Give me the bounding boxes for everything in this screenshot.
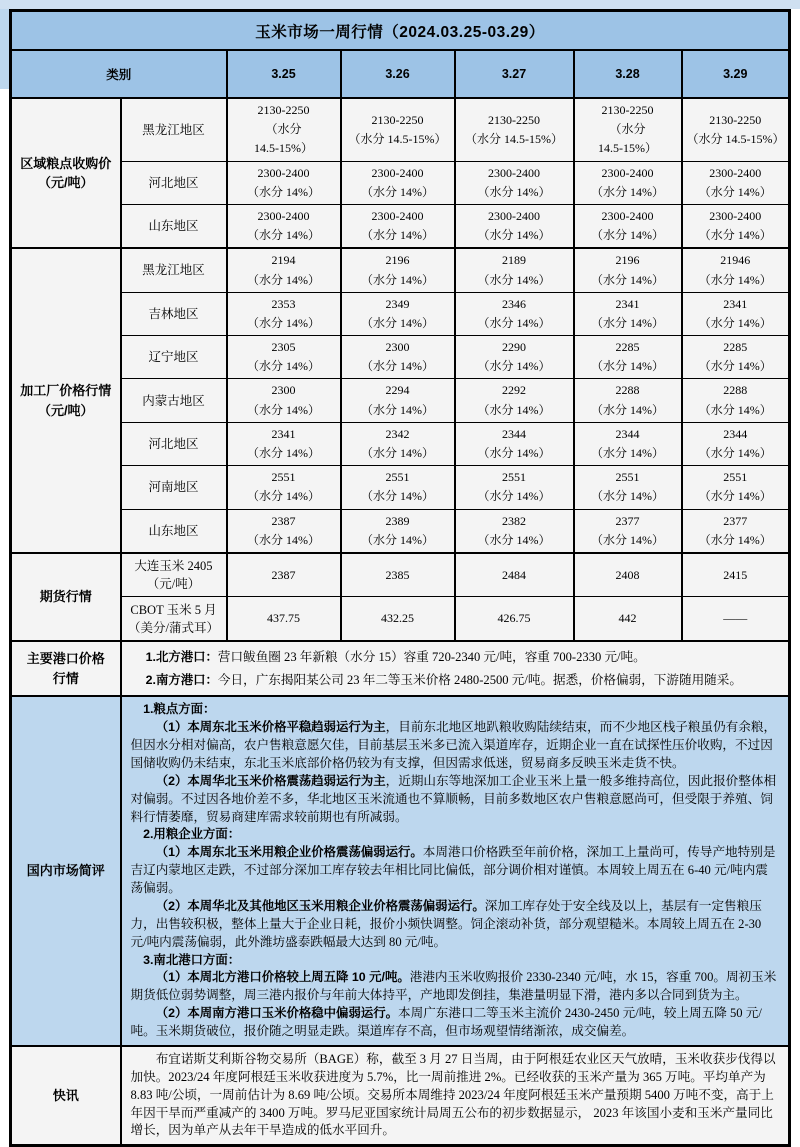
price-cell: 2288 （水分 14%） bbox=[574, 379, 682, 422]
header-date-4: 3.28 bbox=[574, 50, 682, 98]
price-cell: 2130-2250 （水分 14.5-15%） bbox=[341, 98, 455, 161]
commentary-paragraph-lead: 3.南北港口方面： bbox=[143, 952, 241, 967]
price-cell: 2353 （水分 14%） bbox=[227, 292, 341, 335]
table-row bbox=[11, 292, 790, 335]
ports-paragraph-lead: 2.南方港口： bbox=[145, 672, 218, 687]
price-cell: 2130-2250 （水分 14.5-15%） bbox=[227, 98, 341, 161]
price-cell: 2300-2400 （水分 14%） bbox=[455, 204, 574, 248]
ports-paragraph-lead: 1.北方港口： bbox=[145, 649, 218, 664]
row-label: 河南地区 bbox=[121, 466, 227, 509]
commentary-paragraph bbox=[131, 952, 780, 970]
ports-paragraph-text: 今日，广东揭阳某公司 23 年二等玉米价格 2480-2500 元/吨。据悉，价格偏弱，下游随用随采。 bbox=[217, 672, 742, 687]
price-cell: 2387 bbox=[227, 553, 341, 597]
price-cell: 2196 （水分 14%） bbox=[574, 248, 682, 292]
price-cell: 2300 （水分 14%） bbox=[341, 336, 455, 379]
price-cell: 2288 （水分 14%） bbox=[682, 379, 790, 422]
commentary-paragraph-lead: （2）本周南方港口玉米价格稳中偏弱运行。 bbox=[155, 1006, 399, 1021]
price-cell: 2344 （水分 14%） bbox=[455, 422, 574, 465]
table-title: 玉米市场一周行情（2024.03.25-03.29） bbox=[11, 11, 790, 51]
price-cell: 2305 （水分 14%） bbox=[227, 336, 341, 379]
price-cell: 2387 （水分 14%） bbox=[227, 509, 341, 553]
price-cell: 2300-2400 （水分 14%） bbox=[227, 161, 341, 204]
table-row bbox=[11, 98, 790, 161]
section-label: 期货行情 bbox=[11, 553, 121, 641]
commentary-paragraph bbox=[131, 1005, 780, 1041]
commentary-paragraph bbox=[131, 969, 780, 1005]
top-margin-strip bbox=[0, 0, 800, 9]
commentary-paragraph-lead: 1.粮点方面： bbox=[143, 702, 216, 717]
row-label: 山东地区 bbox=[121, 204, 227, 248]
price-cell: 2349 （水分 14%） bbox=[341, 292, 455, 335]
commentary-text-cell bbox=[121, 696, 790, 1046]
ports-paragraph bbox=[131, 669, 780, 692]
price-cell: 2346 （水分 14%） bbox=[455, 292, 574, 335]
commentary-paragraph bbox=[131, 898, 780, 952]
row-label: 大连玉米 2405 （元/吨） bbox=[121, 553, 227, 597]
section-label-ports: 主要港口价格 行情 bbox=[11, 641, 121, 696]
commentary-paragraph-text: 本周广东港口二等玉米主流价 2430-2450 元/吨，较上周五降 50 元/吨。玉米期货破位，报价随之明显走跌。渠道库存不高，但市场观望情绪渐浓，成交偏差。 bbox=[130, 1006, 762, 1039]
commentary-paragraph bbox=[131, 844, 780, 898]
price-cell: 2130-2250 （水分 14.5-15%） bbox=[455, 98, 574, 161]
price-cell: 2344 （水分 14%） bbox=[574, 422, 682, 465]
table-row bbox=[11, 466, 790, 509]
price-cell: 2300-2400 （水分 14%） bbox=[574, 204, 682, 248]
price-cell: 2300-2400 （水分 14%） bbox=[455, 161, 574, 204]
row-label: 山东地区 bbox=[121, 509, 227, 553]
price-cell: 432.25 bbox=[341, 597, 455, 641]
commentary-paragraph bbox=[131, 773, 780, 827]
row-label: 吉林地区 bbox=[121, 292, 227, 335]
price-cell: 2294 （水分 14%） bbox=[341, 379, 455, 422]
price-cell: 2344 （水分 14%） bbox=[682, 422, 790, 465]
news-paragraph: 布宜诺斯艾利斯谷物交易所（BAGE）称，截至 3 月 27 日当周，由于阿根廷农业区天气放晴，玉米收获步伐得以加快。2023/24 年度阿根廷玉米收获进度为 5.7%，比一周前推进 2%。已经收获的玉米产量为 365 万吨。平均单产为 8.83 吨/公顷，一周前估计为 8.69 吨/公顷。交易所本周维持 2023/24 年度阿根廷玉米产量预期 5400 万吨不变，高于上年因干旱而严重减产的 3400 万吨。罗马尼亚国家统计局周五公布的初步数据显示， 2023 年该国小麦和玉米产量同比增长，因为单产从去年干旱造成的低水平回升。 bbox=[130, 1051, 776, 1138]
price-cell: 442 bbox=[574, 597, 682, 641]
section-label-commentary: 国内市场简评 bbox=[11, 696, 121, 1046]
header-date-5: 3.29 bbox=[682, 50, 790, 98]
price-cell: 2377 （水分 14%） bbox=[574, 509, 682, 553]
price-cell: 2341 （水分 14%） bbox=[574, 292, 682, 335]
section-label: 区域粮点收购价 （元/吨） bbox=[11, 98, 121, 248]
commentary-paragraph-text: ，目前东北地区地趴粮收购陆续结束，而不少地区栈子粮虽仍有余粮，但因水分相对偏高，农户售粮意愿欠佳，目前基层玉米多已流入渠道库存，近期企业一直在试探性压价收购，不过因国储收购仍未结束，东北玉米底部价格仍较为有支撑，但因需求低迷，贸易商多反映玉米走货不快。 bbox=[130, 720, 777, 770]
price-cell: 2551 （水分 14%） bbox=[341, 466, 455, 509]
commentary-paragraph-text: 本周港口价格跌至年前价格，深加工上量尚可，传导产地特别是吉辽内蒙地区走跌，不过部分深加工库存较去年相比同比偏低，部分调价相对谨慎。本周较上周五在 6-40 元/吨内震荡偏弱。 bbox=[130, 845, 776, 896]
price-cell: 2389 （水分 14%） bbox=[341, 509, 455, 553]
row-label: 黑龙江地区 bbox=[121, 98, 227, 161]
section-label: 加工厂价格行情 （元/吨） bbox=[11, 248, 121, 553]
header-category: 类别 bbox=[11, 50, 227, 98]
ports-text-cell bbox=[121, 641, 790, 696]
table-row bbox=[11, 161, 790, 204]
table-row bbox=[11, 336, 790, 379]
commentary-paragraph bbox=[131, 719, 780, 773]
price-cell: 426.75 bbox=[455, 597, 574, 641]
price-cell: 21946 （水分 14%） bbox=[682, 248, 790, 292]
table-row bbox=[11, 509, 790, 553]
price-cell: 2300-2400 （水分 14%） bbox=[574, 161, 682, 204]
table-row bbox=[11, 204, 790, 248]
price-cell: 2292 （水分 14%） bbox=[455, 379, 574, 422]
price-cell: 2196 （水分 14%） bbox=[341, 248, 455, 292]
corn-weekly-price-table bbox=[9, 9, 791, 1147]
price-cell: 2300 （水分 14%） bbox=[227, 379, 341, 422]
row-label: 内蒙古地区 bbox=[121, 379, 227, 422]
price-cell: 2341 （水分 14%） bbox=[682, 292, 790, 335]
price-cell: 2382 （水分 14%） bbox=[455, 509, 574, 553]
price-cell: 2130-2250 （水分 14.5-15%） bbox=[682, 98, 790, 161]
price-cell: 2551 （水分 14%） bbox=[574, 466, 682, 509]
ports-paragraph-text: 营口鲅鱼圈 23 年新粮（水分 15）容重 720-2340 元/吨，容重 700-2330 元/吨。 bbox=[217, 649, 646, 664]
price-cell: 2551 （水分 14%） bbox=[682, 466, 790, 509]
section-label-news: 快讯 bbox=[11, 1046, 121, 1146]
commentary-paragraph-lead: （2）本周华北及其他地区玉米用粮企业价格震荡偏弱运行。 bbox=[155, 898, 485, 913]
price-cell: 2415 bbox=[682, 553, 790, 597]
price-cell: 2385 bbox=[341, 553, 455, 597]
table-row bbox=[11, 248, 790, 292]
commentary-paragraph bbox=[131, 701, 780, 719]
ports-paragraph bbox=[131, 646, 780, 669]
row-label: 河北地区 bbox=[121, 422, 227, 465]
row-label: 河北地区 bbox=[121, 161, 227, 204]
price-cell: 2484 bbox=[455, 553, 574, 597]
commentary-paragraph bbox=[131, 826, 780, 844]
price-cell: 2377 （水分 14%） bbox=[682, 509, 790, 553]
price-cell: 2342 （水分 14%） bbox=[341, 422, 455, 465]
row-label: 辽宁地区 bbox=[121, 336, 227, 379]
table-row bbox=[11, 597, 790, 641]
price-cell: 2408 bbox=[574, 553, 682, 597]
price-cell: 2300-2400 （水分 14%） bbox=[341, 204, 455, 248]
table-row bbox=[11, 379, 790, 422]
price-cell: 437.75 bbox=[227, 597, 341, 641]
price-cell: 2551 （水分 14%） bbox=[455, 466, 574, 509]
news-text-cell bbox=[121, 1046, 790, 1146]
price-cell: 2551 （水分 14%） bbox=[227, 466, 341, 509]
commentary-paragraph-lead: （1）本周东北玉米价格平稳趋弱运行为主 bbox=[155, 720, 386, 735]
commentary-paragraph-text: 港港内玉米收购报价 2330-2340 元/吨，水 15，容重 700。周初玉米期货低位弱势调整，周三港内报价与年前大体持平，产地即发倒挂，集港量明显下滑，港内多以合同到货为主。 bbox=[130, 970, 777, 1003]
commentary-paragraph-text: 深加工库存处于安全线及以上，基层有一定售粮压力，出售较积极，整体上量大于企业日耗，报价小频快调整。饲企滚动补货，部分观望糙米。本周较上周五在 2-30 元/吨内震荡偏弱，此外潍坊盛泰跌幅最大达到 80 元/吨。 bbox=[130, 898, 762, 949]
commentary-paragraph-lead: （1）本周东北玉米用粮企业价格震荡偏弱运行。 bbox=[155, 845, 423, 860]
row-label: 黑龙江地区 bbox=[121, 248, 227, 292]
price-cell: 2189 （水分 14%） bbox=[455, 248, 574, 292]
commentary-paragraph-lead: （1）本周北方港口价格较上周五降 10 元/吨。 bbox=[155, 970, 410, 985]
commentary-paragraph-lead: （2）本周华北玉米价格震荡趋弱运行为主 bbox=[155, 773, 386, 788]
header-date-2: 3.26 bbox=[341, 50, 455, 98]
commentary-paragraph-lead: 2.用粮企业方面： bbox=[143, 827, 241, 842]
price-cell: 2130-2250 （水分 14.5-15%） bbox=[574, 98, 682, 161]
price-cell: 2285 （水分 14%） bbox=[682, 336, 790, 379]
price-cell: 2300-2400 （水分 14%） bbox=[682, 161, 790, 204]
left-margin-strip bbox=[0, 9, 9, 89]
price-cell: 2341 （水分 14%） bbox=[227, 422, 341, 465]
row-label: CBOT 玉米 5 月 （美分/蒲式耳） bbox=[121, 597, 227, 641]
header-date-1: 3.25 bbox=[227, 50, 341, 98]
commentary-paragraph-text: ，近期山东等地深加工企业玉米上量一般多维持高位，因此报价整体相对偏弱。不过因各地价差不多，华北地区玉米流通也不算顺畅，目前多数地区农户售粮意愿尚可，但受限于养殖、饲料行情萎靡，贸易商建库需求较前期也有所减弱。 bbox=[130, 773, 777, 824]
price-cell: —— bbox=[682, 597, 790, 641]
price-cell: 2300-2400 （水分 14%） bbox=[341, 161, 455, 204]
table-row bbox=[11, 422, 790, 465]
price-cell: 2300-2400 （水分 14%） bbox=[227, 204, 341, 248]
header-date-3: 3.27 bbox=[455, 50, 574, 98]
price-cell: 2300-2400 （水分 14%） bbox=[682, 204, 790, 248]
price-cell: 2285 （水分 14%） bbox=[574, 336, 682, 379]
price-cell: 2290 （水分 14%） bbox=[455, 336, 574, 379]
table-row bbox=[11, 553, 790, 597]
price-cell: 2194 （水分 14%） bbox=[227, 248, 341, 292]
